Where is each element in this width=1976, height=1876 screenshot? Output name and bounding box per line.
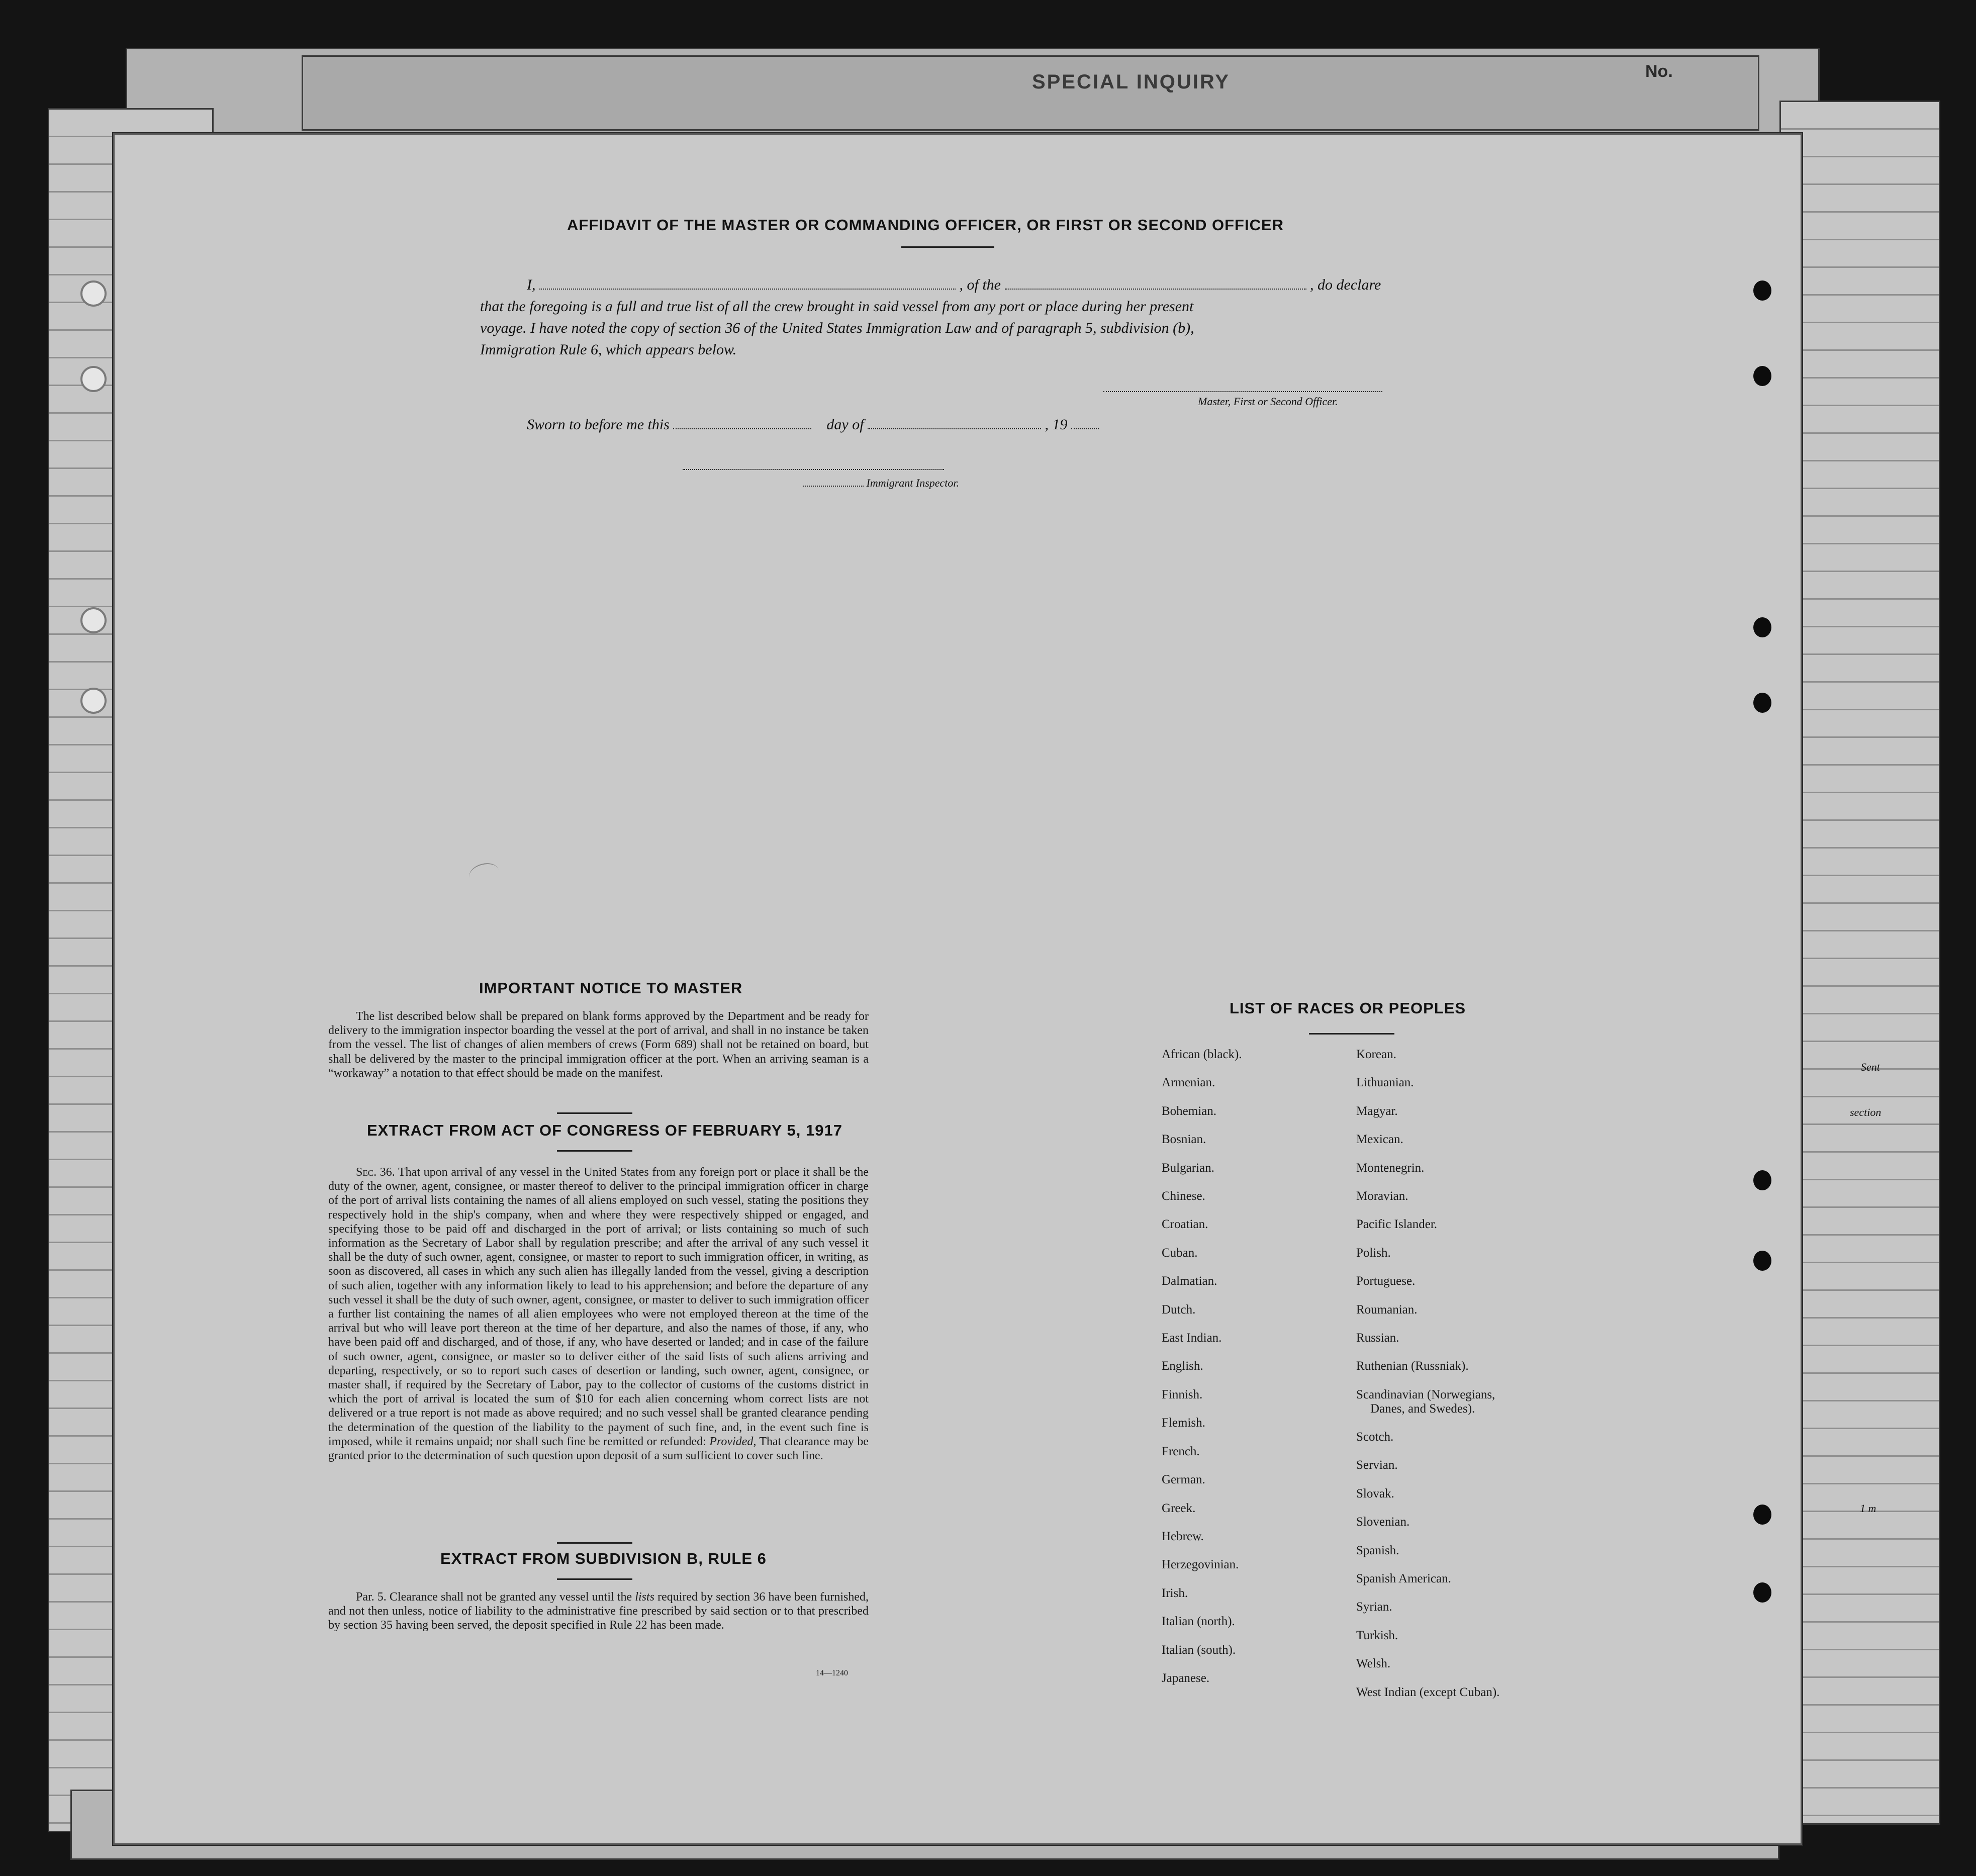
extract-act-text <box>328 1165 869 1463</box>
margin-note-section: section <box>1850 1106 1881 1118</box>
sworn-year-field <box>1071 425 1099 429</box>
race-item: Spanish. <box>1356 1543 1399 1557</box>
back-sheet-ruled-right <box>1779 101 1940 1825</box>
race-item: Dutch. <box>1162 1302 1196 1317</box>
binder-hole <box>80 607 107 633</box>
race-item: Armenian. <box>1162 1076 1215 1090</box>
race-item: Roumanian. <box>1356 1302 1418 1317</box>
race-item: Magyar. <box>1356 1104 1398 1118</box>
races-right-column <box>1356 1041 1499 1707</box>
race-item: Welsh. <box>1356 1657 1391 1671</box>
races-title: LIST OF RACES OR PEOPLES <box>1230 999 1466 1017</box>
affidavit-of-label: , of the <box>959 276 1001 293</box>
form-number: 14—1240 <box>816 1669 848 1677</box>
race-item: French. <box>1162 1444 1200 1458</box>
extract-rule-rule <box>557 1578 632 1580</box>
provided-label: Provided, <box>709 1435 757 1448</box>
punch-hole <box>1753 366 1771 386</box>
race-item: Ruthenian (Russniak). <box>1356 1359 1469 1373</box>
inspector-signature-line <box>683 469 944 470</box>
back-sheet-header <box>302 55 1759 131</box>
race-item: Slovenian. <box>1356 1515 1410 1529</box>
rule-text-lists: lists <box>635 1590 654 1604</box>
notice-title: IMPORTANT NOTICE TO MASTER <box>479 979 743 997</box>
race-item: Chinese. <box>1162 1189 1205 1203</box>
race-item: Slovak. <box>1356 1486 1394 1500</box>
race-item: Italian (south). <box>1162 1643 1236 1657</box>
race-item: Finnish. <box>1162 1387 1203 1401</box>
race-item: Danes, and Swedes). <box>1370 1401 1475 1416</box>
race-item: West Indian (except Cuban). <box>1356 1685 1500 1699</box>
race-item: Herzegovinian. <box>1162 1558 1239 1572</box>
race-item: Irish. <box>1162 1586 1188 1600</box>
affidavit-i-label: I, <box>527 276 536 293</box>
punch-hole <box>1753 1505 1771 1525</box>
race-item: Greek. <box>1162 1501 1196 1515</box>
document-page <box>113 133 1802 1845</box>
master-signature-label: Master, First or Second Officer. <box>1198 395 1338 408</box>
race-item: Moravian. <box>1356 1189 1408 1203</box>
affidavit-declaration-line <box>527 276 1381 294</box>
race-item: Scotch. <box>1356 1430 1394 1444</box>
race-item: Croatian. <box>1162 1217 1208 1232</box>
back-sheet-title-fragment: SPECIAL INQUIRY <box>1032 71 1230 93</box>
race-item: English. <box>1162 1359 1203 1373</box>
race-item: East Indian. <box>1162 1331 1222 1345</box>
master-signature-line <box>1103 391 1382 392</box>
races-title-rule <box>1309 1033 1394 1035</box>
race-item: Syrian. <box>1356 1600 1392 1614</box>
race-item: Bohemian. <box>1162 1104 1217 1118</box>
sworn-line <box>527 416 1099 433</box>
race-item: Polish. <box>1356 1246 1391 1260</box>
race-item: Montenegrin. <box>1356 1161 1425 1175</box>
race-item: Mexican. <box>1356 1133 1403 1147</box>
margin-note-sent: Sent <box>1861 1061 1880 1073</box>
inspector-line <box>803 477 959 490</box>
sworn-prefix: Sworn to before me this <box>527 416 670 433</box>
punch-hole <box>1753 617 1771 637</box>
affidavit-title-rule <box>901 246 994 248</box>
binder-hole <box>80 688 107 714</box>
notice-text: The list described below shall be prepared on blank forms approved by the Department and be ready for delivery to the immigration inspector boarding the vessel at the port of arrival, and shall in no instance be taken from the vessel. The list of changes of alien members of crews (Form 689) shall not be retained on board, but shall be delivered by the master to the principal immigration officer at the port. When an arriving seaman is a “workaway” a notation to that effect should be made on the manifest. <box>328 1010 869 1080</box>
race-item: Bulgarian. <box>1162 1161 1214 1175</box>
race-item: Servian. <box>1356 1458 1398 1472</box>
extract-rule-text <box>328 1590 869 1633</box>
sworn-day-label: day of <box>826 416 864 433</box>
affidavit-body-line-3: Immigration Rule 6, which appears below. <box>480 341 737 358</box>
rule-text-a: Par. 5. Clearance shall not be granted any vessel until the <box>356 1590 632 1604</box>
race-item: Bosnian. <box>1162 1133 1206 1147</box>
punch-hole <box>1753 693 1771 713</box>
races-left-column <box>1162 1041 1242 1693</box>
punch-hole <box>1753 1251 1771 1271</box>
margin-note-1m: 1 m <box>1860 1502 1876 1515</box>
sworn-date-field <box>673 425 811 429</box>
name-field <box>539 286 956 290</box>
race-item: Italian (north). <box>1162 1615 1235 1629</box>
race-item: Portuguese. <box>1356 1274 1416 1288</box>
affidavit-body-line-2: voyage. I have noted the copy of section 36 of the United States Immigration Law and of paragraph 5, subdivision (b), <box>480 320 1194 336</box>
binder-hole <box>80 280 107 307</box>
race-item: Pacific Islander. <box>1356 1217 1438 1232</box>
race-item: Korean. <box>1356 1048 1396 1061</box>
section-label: Sec. 36. <box>356 1166 395 1179</box>
race-item: German. <box>1162 1473 1205 1487</box>
binder-hole <box>80 366 107 392</box>
affidavit-title: AFFIDAVIT OF THE MASTER OR COMMANDING OFFICER, OR FIRST OR SECOND OFFICER <box>567 216 1284 234</box>
affidavit-body-line-1: that the foregoing is a full and true list of all the crew brought in said vessel from any port or place during her present <box>480 298 1194 315</box>
sworn-month-field <box>868 425 1041 429</box>
faint-mark <box>467 860 501 887</box>
extract-rule-title: EXTRACT FROM SUBDIVISION B, RULE 6 <box>440 1550 767 1567</box>
section-body: That upon arrival of any vessel in the United States from any foreign port or place it shall be the duty of the owner, agent, consignee, or master thereof to deliver to the principal immigration officer in charge of the port of arrival lists containing the names of all aliens employed on such vessel, stating the positions they respectively hold in the ship's company, when and where they were respectively shipped or engaged, and specifying those to be paid off and discharged in the port of arrival; or lists containing so much of such information as the Secretary of Labor shall by regulation prescribe; and after the arrival of any such vessel it shall be the duty of such owner, agent, consignee, or master to report to such immigration officer, in writing, as soon as discovered, all cases in which any such alien has illegally landed from the vessel, giving a description of such alien, together with any information likely to lead to his apprehension; and before the departure of any such vessel it shall be the duty of such owner, agent, consignee, or master to deliver to such immigration officer a further list containing the names of all alien employees who were not employed thereon at the time of the arrival but who will leave port thereon at the time of her departure, and also the names of those, if any, who have been paid off and discharged, and of those, if any, who have deserted or landed; and in case of the failure of such owner, agent, consignee, or master so to deliver either of the said lists of such aliens arriving and departing, respectively, or so to report such cases of desertion or landing, such owner, agent, consignee, or master shall, if required by the Secretary of Labor, pay to the collector of customs of the customs district in which the port of arrival is located the sum of $10 for each alien concerning whom correct lists are not delivered or a true report is not made as above required; and no such vessel shall be granted clearance pending the determination of the question of the liability to the payment of such fine, and, in the event such fine is imposed, while it remains unpaid; nor shall such fine be remitted or refunded: <box>328 1166 869 1448</box>
punch-hole <box>1753 1170 1771 1190</box>
notice-rule <box>557 1112 632 1114</box>
race-item: Dalmatian. <box>1162 1274 1217 1288</box>
affidavit-declare-label: , do declare <box>1310 276 1381 293</box>
extract-act-title: EXTRACT FROM ACT OF CONGRESS OF FEBRUARY 5, 1917 <box>367 1121 842 1139</box>
punch-hole <box>1753 1582 1771 1603</box>
race-item: Cuban. <box>1162 1246 1198 1260</box>
race-item: Flemish. <box>1162 1416 1205 1430</box>
rule-text-b: required by section 36 have been furnished, and not then unless, notice of liability to the administrative fine prescribed by said section or to that prescribed by section 35 having been served, the deposit specified in Rule 22 has been made. <box>328 1590 869 1632</box>
provided-text: That clearance may be granted prior to the determination of such question upon deposit of a sum sufficient to cover such fine. <box>328 1435 869 1463</box>
race-item: Russian. <box>1356 1331 1399 1345</box>
punch-hole <box>1753 280 1771 301</box>
sworn-year-label: , 19 <box>1045 416 1068 433</box>
extract-act-rule <box>557 1150 632 1152</box>
race-item: Spanish American. <box>1356 1571 1451 1585</box>
race-item: Turkish. <box>1356 1628 1398 1642</box>
extract-act-end-rule <box>557 1542 632 1544</box>
back-sheet-number-fragment: No. <box>1645 62 1673 81</box>
inspector-label: Immigrant Inspector. <box>866 477 960 489</box>
race-item: Scandinavian (Norwegians, <box>1356 1387 1495 1401</box>
race-item: Japanese. <box>1162 1671 1210 1685</box>
vessel-field <box>1005 286 1306 290</box>
race-item: African (black). <box>1162 1048 1242 1061</box>
race-item: Lithuanian. <box>1356 1076 1414 1090</box>
race-item: Hebrew. <box>1162 1529 1204 1543</box>
